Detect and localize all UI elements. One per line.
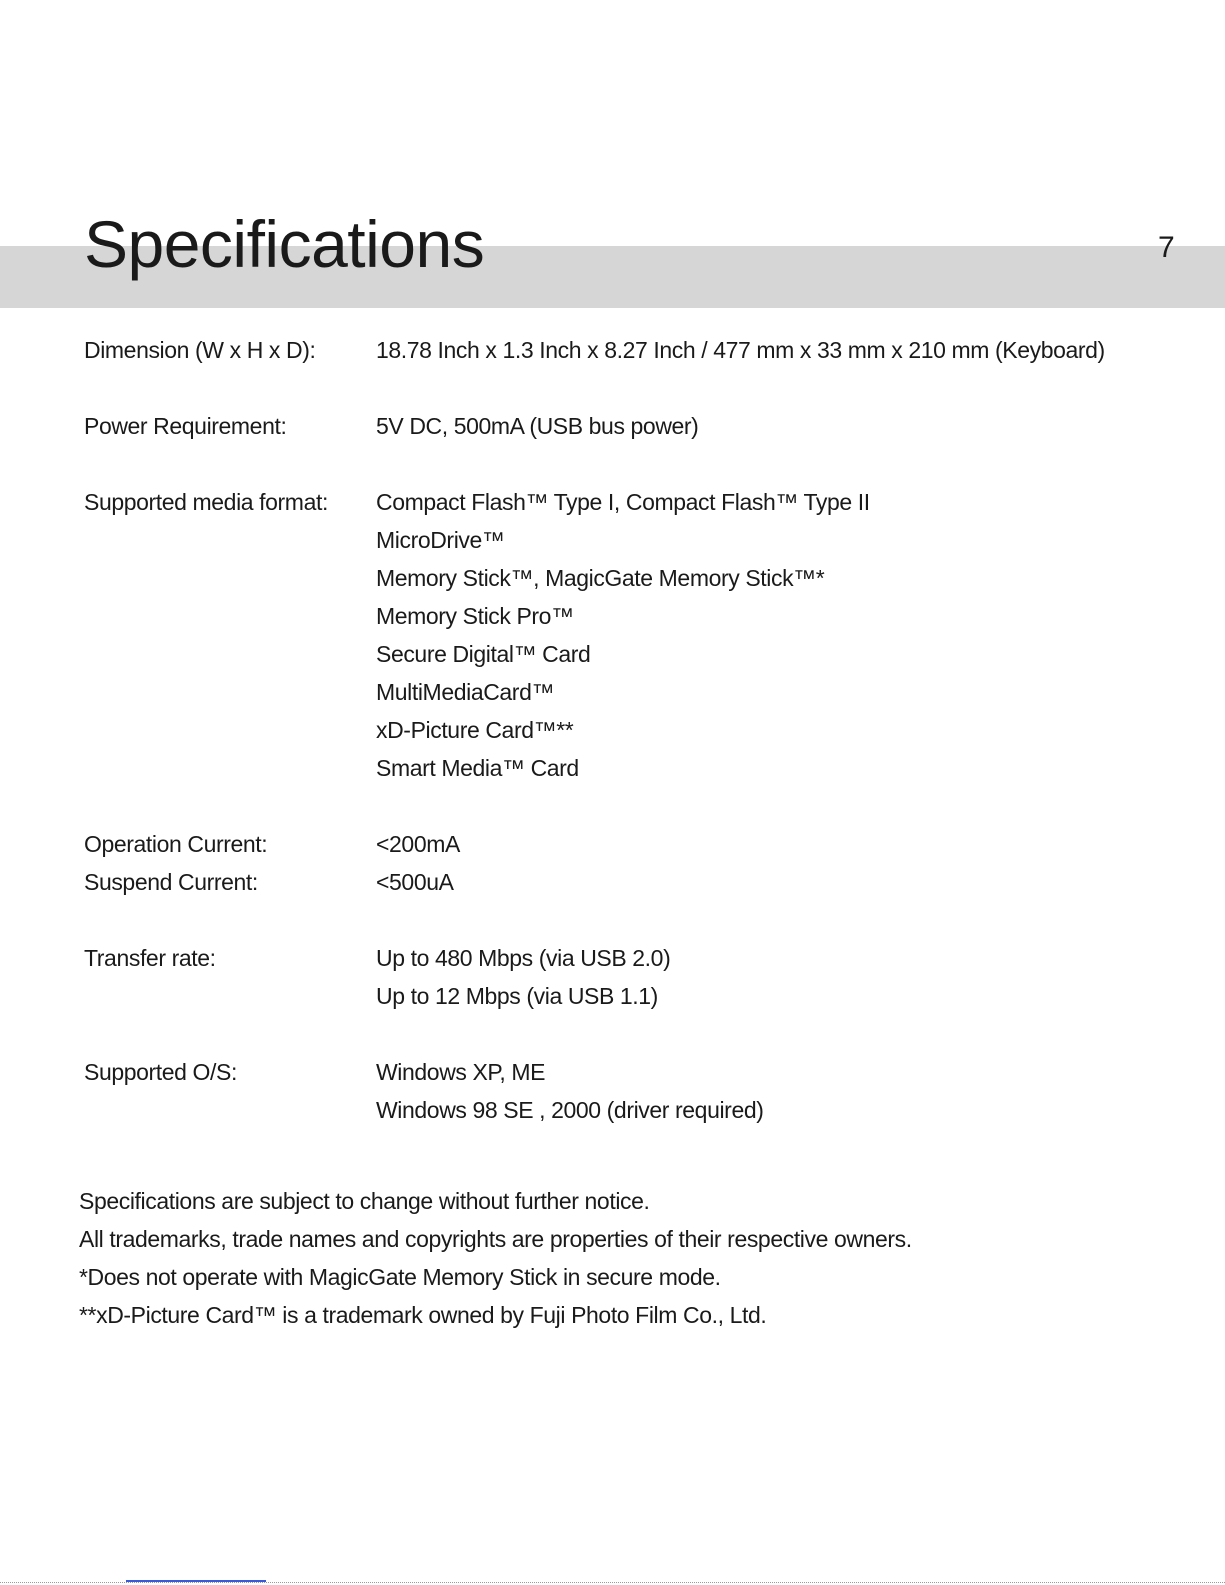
spec-row-supported-os	[84, 1053, 1184, 1129]
footer-link-underline	[126, 1580, 266, 1582]
footer-divider	[0, 1582, 1225, 1583]
spec-label: Power Requirement:	[84, 413, 287, 439]
spec-value: 5V DC, 500mA (USB bus power)	[376, 413, 699, 439]
spec-value: xD-Picture Card™**	[376, 717, 574, 743]
spec-value: Up to 480 Mbps (via USB 2.0)	[376, 945, 671, 971]
spec-label: Supported O/S:	[84, 1059, 237, 1085]
spec-label: Supported media format:	[84, 489, 328, 515]
footnote: *Does not operate with MagicGate Memory Stick in secure mode.	[79, 1264, 721, 1290]
footnote: **xD-Picture Card™ is a trademark owned by Fuji Photo Film Co., Ltd.	[79, 1302, 767, 1328]
spec-row-media-format	[84, 483, 1184, 787]
spec-value: <500uA	[376, 869, 454, 895]
page-title: Specifications	[84, 207, 485, 281]
spec-row-operation-current	[84, 825, 1184, 863]
spec-value: <200mA	[376, 831, 460, 857]
spec-value: Compact Flash™ Type I, Compact Flash™ Type II	[376, 489, 870, 515]
spec-label: Transfer rate:	[84, 945, 216, 971]
spec-value: Windows XP, ME	[376, 1059, 546, 1085]
spec-value: Smart Media™ Card	[376, 755, 579, 781]
spec-values	[376, 331, 1184, 369]
spec-values	[376, 483, 1184, 787]
spec-value: 18.78 Inch x 1.3 Inch x 8.27 Inch / 477 mm x 33 mm x 210 mm (Keyboard)	[376, 337, 1105, 363]
spec-value: Windows 98 SE , 2000 (driver required)	[376, 1097, 764, 1123]
spec-values	[376, 407, 1184, 445]
spec-value: MicroDrive™	[376, 527, 505, 553]
spec-values	[376, 939, 1184, 1015]
spec-value: Memory Stick™, MagicGate Memory Stick™*	[376, 565, 825, 591]
spec-row-transfer-rate	[84, 939, 1184, 1015]
spec-value: Memory Stick Pro™	[376, 603, 574, 629]
footnote: Specifications are subject to change without further notice.	[79, 1188, 650, 1214]
footnote: All trademarks, trade names and copyrights are properties of their respective owners.	[79, 1226, 912, 1252]
spec-value: Up to 12 Mbps (via USB 1.1)	[376, 983, 658, 1009]
spec-values	[376, 863, 1184, 901]
spec-value: MultiMediaCard™	[376, 679, 555, 705]
spec-row-suspend-current	[84, 863, 1184, 901]
specifications-list	[84, 331, 1184, 1129]
page-number: 7	[1158, 231, 1175, 264]
spec-values	[376, 825, 1184, 863]
footnotes	[79, 1182, 1179, 1334]
spec-row-dimension	[84, 331, 1184, 369]
spec-label: Operation Current:	[84, 831, 268, 857]
spec-value: Secure Digital™ Card	[376, 641, 591, 667]
spec-row-power	[84, 407, 1184, 445]
spec-label: Dimension (W x H x D):	[84, 337, 316, 363]
spec-values	[376, 1053, 1184, 1129]
spec-label: Suspend Current:	[84, 869, 258, 895]
